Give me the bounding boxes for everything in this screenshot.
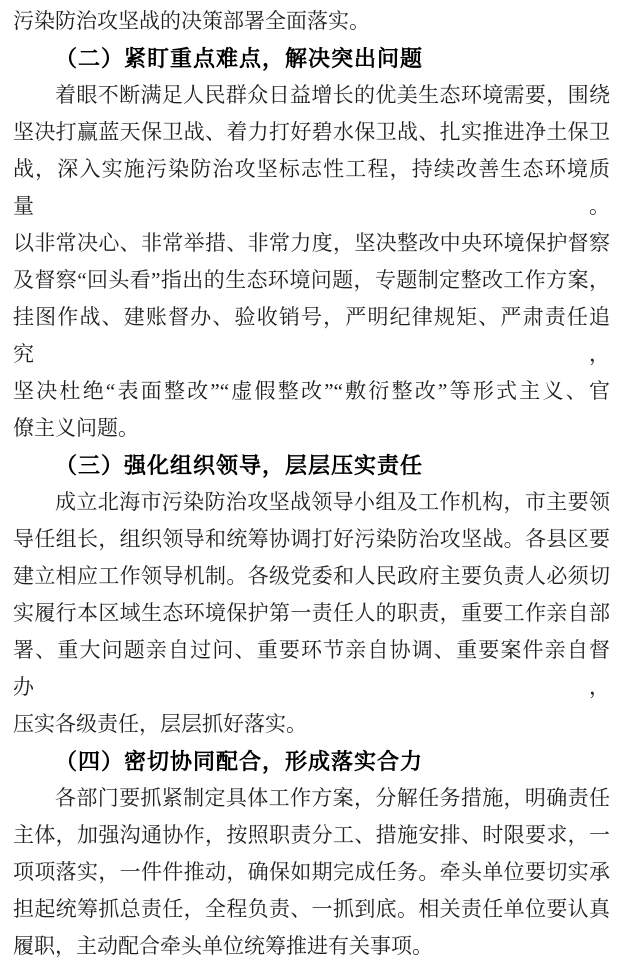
body-text-line: 主体，加强沟通协作，按照职责分工、措施安排、时限要求，一 (13, 823, 610, 847)
body-text-line: 导任组长，组织领导和统筹协调打好污染防治攻坚战。各县区要 (13, 527, 610, 551)
body-text-line: 署、重大问题亲自过问、重要环节亲自协调、重要案件亲自督办， (13, 638, 610, 699)
document-content (13, 3, 610, 965)
body-text-line: 着眼不断满足人民群众日益增长的优美生态环境需要，围绕 (55, 83, 610, 107)
body-text-line: 成立北海市污染防治攻坚战领导小组及工作机构，市主要领 (55, 490, 610, 514)
body-text-line: 履职，主动配合牵头单位统筹推进有关事项。 (13, 934, 433, 958)
body-text-line: 坚决杜绝“表面整改”“虚假整改”“敷衍整改”等形式主义、官 (13, 379, 610, 403)
body-text-line: 坚决打赢蓝天保卫战、着力打好碧水保卫战、扎实推进净土保卫 (13, 120, 610, 144)
body-text-line: 实履行本区域生态环境保护第一责任人的职责，重要工作亲自部 (13, 601, 610, 625)
section-heading: （四）密切协同配合，形成落实合力 (55, 749, 424, 774)
body-text-line: 以非常决心、非常举措、非常力度，坚决整改中央环境保护督察 (13, 231, 610, 255)
body-text-line: 战，深入实施污染防治攻坚标志性工程，持续改善生态环境质量。 (13, 157, 610, 218)
body-text-line: 挂图作战、建账督办、验收销号，严明纪律规矩、严肃责任追究， (13, 305, 610, 366)
body-text-line: 僚主义问题。 (13, 416, 139, 440)
body-text-line: 污染防治攻坚战的决策部署全面落实。 (13, 9, 370, 33)
body-text-line: 及督察“回头看”指出的生态环境问题，专题制定整改工作方案， (13, 268, 610, 292)
body-text-line: 建立相应工作领导机制。各级党委和人民政府主要负责人必须切 (13, 564, 610, 588)
body-text-line: 项项落实，一件件推动，确保如期完成任务。牵头单位要切实承 (13, 860, 610, 884)
body-text-line: 各部门要抓紧制定具体工作方案，分解任务措施，明确责任 (55, 786, 610, 810)
section-heading: （二）紧盯重点难点，解决突出问题 (55, 46, 424, 71)
section-heading: （三）强化组织领导，层层压实责任 (55, 453, 424, 478)
body-text-line: 担起统筹抓总责任，全程负责、一抓到底。相关责任单位要认真 (13, 897, 610, 921)
body-text-line: 压实各级责任，层层抓好落实。 (13, 712, 307, 736)
